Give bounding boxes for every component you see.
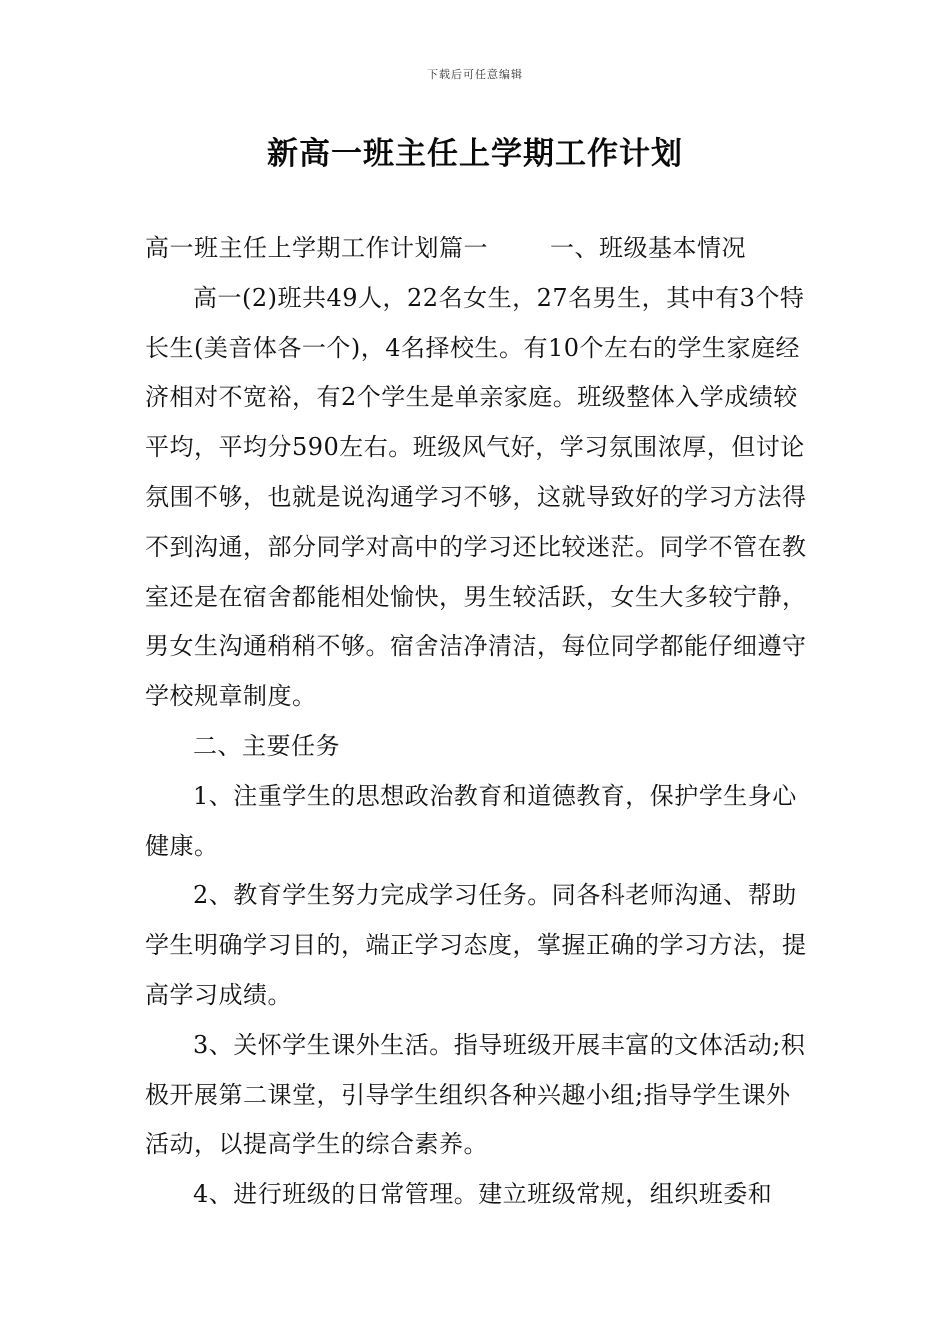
intro-heading: 高一班主任上学期工作计划篇一: [145, 234, 488, 262]
intro-line: [145, 224, 815, 274]
document-title: 新高一班主任上学期工作计划: [267, 136, 683, 172]
task-item-1: 1、注重学生的思想政治教育和道德教育，保护学生身心健康。: [145, 781, 797, 860]
paragraph-class-situation: 高一(2)班共49人，22名女生，27名男生，其中有3个特长生(美音体各一个)，4名择校生。有10个左右的学生家庭经济相对不宽裕，有2个学生是单亲家庭。班级整体入学成绩较平均，平均分590左右。班级风气好，学习氛围浓厚，但讨论氛围不够，也就是说沟通学习不够，这就导致好的学习方法得不到沟通，部分同学对高中的学习还比较迷茫。同学不管在教室还是在宿舍都能相处愉快，男生较活跃，女生大多较宁静，男女生沟通稍稍不够。宿舍洁净清洁，每位同学都能仔细遵守学校规章制度。: [145, 283, 807, 711]
task-item-3: 3、关怀学生课外生活。指导班级开展丰富的文体活动;积极开展第二课堂，引导学生组织各种兴趣小组;指导学生课外活动，以提高学生的综合素养。: [145, 1030, 806, 1159]
task-item-2: 2、教育学生努力完成学习任务。同各科老师沟通、帮助学生明确学习目的，端正学习态度，掌握正确的学习方法，提高学习成绩。: [145, 881, 807, 1009]
section-heading-2: 二、主要任务: [193, 731, 340, 760]
task-item-4: 4、进行班级的日常管理。建立班级常规，组织班委和: [193, 1180, 773, 1209]
document-body: [145, 224, 815, 1220]
section-heading-1: 一、班级基本情况: [550, 234, 746, 262]
header-note: 下载后可任意编辑: [427, 68, 523, 81]
